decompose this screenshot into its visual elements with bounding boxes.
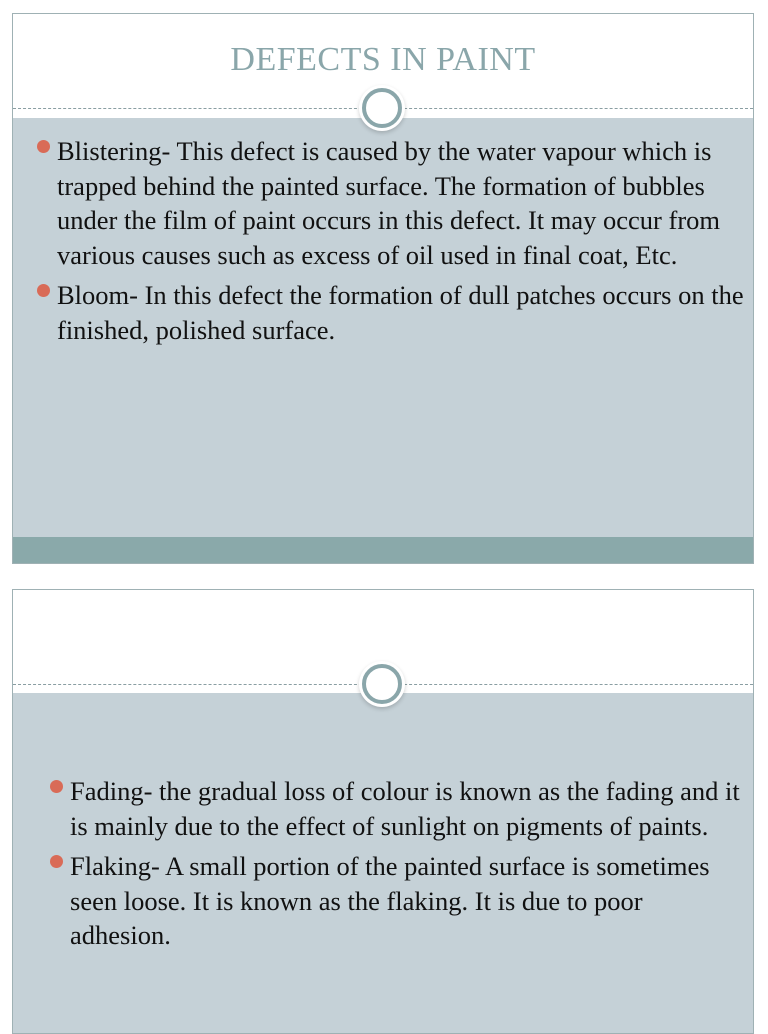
- slide-title: DEFECTS IN PAINT: [230, 41, 536, 78]
- footer-bar: [13, 537, 753, 563]
- bullet-dot-icon: [37, 140, 50, 153]
- slide-1: [12, 13, 754, 564]
- bullet-list: [48, 774, 748, 959]
- ring-icon: [362, 664, 402, 704]
- bullet-item: [35, 278, 747, 347]
- bullet-dot-icon: [50, 780, 63, 793]
- bullet-dot-icon: [37, 284, 50, 297]
- slide-2: [12, 589, 754, 1034]
- bullet-text: Flaking- A small portion of the painted surface is sometimes seen loose. It is known as the flaking. It is due to poor adhesion.: [70, 851, 710, 950]
- bullet-dot-icon: [50, 855, 63, 868]
- ring-icon: [362, 88, 402, 128]
- bullet-item: [35, 134, 747, 272]
- bullet-item: [48, 849, 748, 953]
- bullet-text: Fading- the gradual loss of colour is known as the fading and it is mainly due to the effect of sunlight on pigments of paints.: [70, 776, 740, 841]
- bullet-text: Bloom- In this defect the formation of dull patches occurs on the finished, polished surface.: [57, 280, 744, 345]
- bullet-text: Blistering- This defect is caused by the water vapour which is trapped behind the painted surface. The formation of bubbles under the film of paint occurs in this defect. It may occur from various causes such as excess of oil used in final coat, Etc.: [57, 136, 721, 270]
- bullet-item: [48, 774, 748, 843]
- bullet-list: [35, 134, 747, 353]
